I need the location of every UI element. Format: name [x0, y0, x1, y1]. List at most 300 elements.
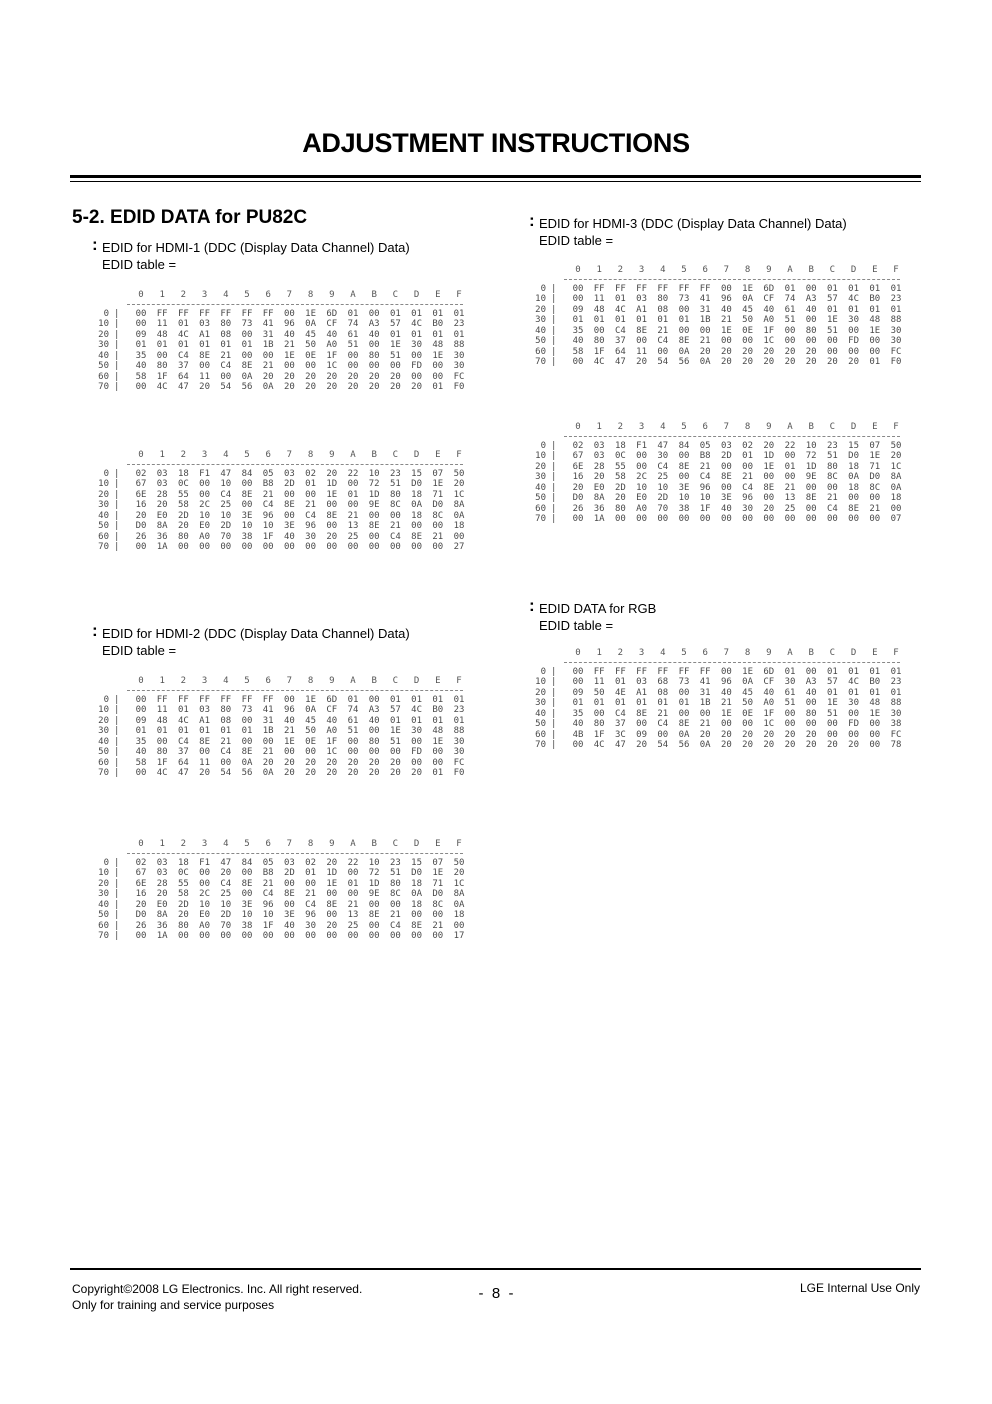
table-row — [532, 677, 900, 688]
hex-cell: 47 — [220, 857, 232, 868]
row-separator: | — [551, 440, 557, 451]
hdmi3-edid-table-2 — [532, 422, 900, 525]
hex-cell: 13 — [347, 910, 359, 920]
row-address: 70 — [98, 768, 109, 778]
hex-cell: 51 — [347, 726, 359, 736]
hex-cell: 74 — [347, 705, 359, 715]
hex-cell: 20 — [326, 768, 338, 778]
hex-cell: FF — [262, 694, 274, 705]
hex-cell: 00 — [326, 542, 338, 552]
hex-cell: 1E — [283, 350, 295, 361]
hex-cell: 00 — [135, 705, 147, 715]
row-separator: | — [114, 757, 120, 768]
hex-cell: A3 — [805, 677, 817, 687]
hex-cell: 26 — [572, 503, 584, 514]
hex-cell: 00 — [156, 736, 168, 747]
column-header: D — [850, 648, 857, 658]
hex-cell: 03 — [156, 857, 168, 868]
column-header: F — [893, 422, 899, 432]
hex-cell: 00 — [432, 361, 444, 371]
hex-cell: 0E — [742, 708, 754, 719]
hex-cell: 23 — [890, 294, 902, 304]
hex-cell: 40 — [135, 361, 147, 371]
column-header: F — [893, 648, 899, 658]
hex-cell: 20 — [262, 371, 274, 382]
hex-cell: 8A — [453, 889, 465, 899]
hex-cell: 71 — [869, 461, 881, 472]
hex-cell: 3E — [283, 910, 295, 920]
hex-cell: 8C — [432, 899, 444, 910]
hex-cell: 21 — [699, 336, 711, 346]
hex-cell: 16 — [572, 472, 584, 482]
hex-cell: 35 — [572, 325, 584, 336]
hex-cell: 17 — [453, 931, 465, 941]
hex-cell: 01 — [784, 283, 796, 294]
hex-cell: F1 — [199, 468, 211, 479]
column-header: C — [392, 290, 399, 300]
hex-cell: A3 — [368, 319, 380, 329]
hex-cell: 00 — [177, 542, 189, 552]
hex-cell: 8A — [593, 493, 605, 503]
hex-cell: 40 — [720, 304, 732, 315]
hex-cell: 01 — [826, 283, 838, 294]
row-address: 50 — [535, 336, 546, 346]
table-row — [95, 361, 463, 372]
hex-cell: 4C — [411, 705, 423, 715]
row-separator: | — [114, 715, 120, 726]
row-address: 60 — [535, 729, 546, 740]
hex-cell: 1A — [593, 514, 605, 524]
hex-cell: 20 — [326, 371, 338, 382]
hex-cell: 26 — [135, 531, 147, 542]
hex-cell: 25 — [657, 472, 669, 482]
hex-cell: 96 — [283, 705, 295, 715]
hex-cell: 47 — [220, 468, 232, 479]
table-row — [95, 521, 463, 532]
hex-cell: 3E — [241, 510, 253, 521]
hex-cell: 00 — [593, 325, 605, 336]
hex-cell: 01 — [890, 687, 902, 698]
hex-cell: 11 — [593, 294, 605, 304]
hex-cell: 20 — [742, 357, 754, 367]
header-divider — [564, 662, 900, 664]
row-separator: | — [551, 482, 557, 493]
header-divider — [564, 436, 900, 438]
hex-cell: 00 — [347, 747, 359, 757]
row-separator: | — [551, 336, 557, 346]
row-address: 50 — [535, 493, 546, 503]
row-address: 40 — [535, 325, 546, 336]
table-row — [532, 698, 900, 709]
hex-cell: 21 — [784, 482, 796, 493]
hex-cell: 20 — [742, 346, 754, 357]
hex-cell: 1F — [763, 325, 775, 336]
hex-cell: 80 — [805, 708, 817, 719]
hex-cell: 37 — [614, 719, 626, 729]
hex-cell: 20 — [848, 357, 860, 367]
hdmi2-label: EDID for HDMI-2 (DDC (Display Data Channel) Data) — [102, 626, 410, 641]
hex-cell: 20 — [763, 729, 775, 740]
hex-cell: 01 — [347, 694, 359, 705]
hex-cell: 20 — [177, 910, 189, 920]
hex-cell: FF — [177, 694, 189, 705]
hex-cell: CF — [763, 294, 775, 304]
hex-cell: 21 — [220, 736, 232, 747]
hex-cell: 31 — [262, 715, 274, 726]
table-row — [95, 469, 463, 480]
hex-cell: 00 — [636, 461, 648, 472]
hex-cell: 1D — [368, 489, 380, 500]
hex-cell: E0 — [593, 482, 605, 493]
column-header: C — [829, 265, 836, 275]
hex-cell: 20 — [389, 757, 401, 768]
hex-cell: FC — [890, 729, 902, 740]
hex-cell: F1 — [199, 857, 211, 868]
hex-cell: 00 — [699, 325, 711, 336]
hex-cell: 51 — [784, 698, 796, 708]
column-header: 9 — [766, 648, 772, 658]
table-row — [95, 889, 463, 900]
hex-cell: 20 — [283, 371, 295, 382]
hex-cell: 54 — [220, 768, 232, 778]
hex-cell: 00 — [699, 514, 711, 524]
table-row — [532, 667, 900, 678]
hex-cell: 27 — [453, 542, 465, 552]
hex-cell: 00 — [805, 666, 817, 677]
hex-cell: 50 — [890, 440, 902, 451]
hex-cell: 48 — [869, 698, 881, 708]
hex-cell: 88 — [453, 726, 465, 736]
hex-cell: 9E — [368, 500, 380, 510]
hex-cell: 26 — [135, 920, 147, 931]
hex-cell: 1F — [593, 729, 605, 740]
hex-cell: 00 — [784, 708, 796, 719]
hex-cell: 01 — [890, 666, 902, 677]
column-header: 2 — [617, 265, 624, 275]
hex-cell: 1E — [869, 451, 881, 461]
hex-cell: 01 — [593, 315, 605, 325]
hex-cell: 1E — [432, 736, 444, 747]
hex-cell: 00 — [199, 747, 211, 757]
hex-cell: 00 — [368, 899, 380, 910]
column-header: A — [787, 265, 793, 275]
hex-cell: 30 — [305, 920, 317, 931]
hex-cell: 40 — [368, 715, 380, 726]
hex-cell: 01 — [826, 304, 838, 315]
hex-cell: 01 — [657, 698, 669, 708]
hex-cell: 2D — [614, 482, 626, 493]
column-header: D — [850, 422, 857, 432]
hex-cell: 01 — [848, 283, 860, 294]
hex-cell: 20 — [699, 346, 711, 357]
table-row — [532, 284, 900, 295]
hex-cell: 00 — [805, 482, 817, 493]
row-separator: | — [114, 878, 120, 889]
column-header: E — [435, 676, 441, 686]
hex-cell: 20 — [411, 768, 423, 778]
hex-cell: 00 — [262, 931, 274, 941]
hex-cell: A0 — [326, 726, 338, 736]
hex-cell: 00 — [763, 493, 775, 503]
hex-cell: 1E — [869, 325, 881, 336]
hex-cell: 01 — [869, 666, 881, 677]
hex-cell: 20 — [177, 521, 189, 531]
hex-cell: 00 — [826, 514, 838, 524]
hex-cell: 00 — [283, 931, 295, 941]
hex-cell: 20 — [389, 371, 401, 382]
hex-cell: 8E — [199, 350, 211, 361]
hex-cell: 1A — [156, 931, 168, 941]
row-address: 0 — [540, 440, 546, 451]
hex-cell: 4C — [177, 329, 189, 340]
column-header: F — [456, 839, 462, 849]
hex-cell: 51 — [826, 325, 838, 336]
hex-cell: 01 — [453, 694, 465, 705]
column-header: 1 — [596, 648, 602, 658]
hex-cell: 00 — [241, 542, 253, 552]
hex-cell: 50 — [593, 687, 605, 698]
hex-cell: 01 — [614, 315, 626, 325]
hex-cell: 01 — [389, 715, 401, 726]
column-header: 2 — [180, 290, 187, 300]
hex-cell: 21 — [657, 708, 669, 719]
hex-cell: 30 — [784, 677, 796, 687]
hex-cell: 40 — [763, 304, 775, 315]
hex-cell: 30 — [411, 340, 423, 350]
column-header: 2 — [180, 450, 187, 460]
hex-cell: 03 — [199, 705, 211, 715]
row-address: 30 — [535, 698, 546, 708]
hex-cell: 0A — [305, 705, 317, 715]
hex-cell: 20 — [826, 740, 838, 750]
hex-cell: 01 — [572, 315, 584, 325]
table-row — [95, 309, 463, 320]
hex-cell: 00 — [805, 514, 817, 524]
hex-cell: 8E — [636, 708, 648, 719]
hex-cell: 38 — [678, 503, 690, 514]
hex-cell: 4C — [156, 382, 168, 392]
row-address: 70 — [535, 357, 546, 367]
column-header: E — [435, 450, 441, 460]
hex-cell: FF — [657, 666, 669, 677]
column-header: 7 — [286, 290, 293, 300]
hex-cell: C4 — [262, 500, 274, 510]
hex-cell: 10 — [699, 493, 711, 503]
column-header: 3 — [201, 676, 208, 686]
hex-cell: 56 — [241, 382, 253, 392]
hex-cell: 00 — [326, 889, 338, 899]
hex-cell: 20 — [156, 500, 168, 510]
row-address: 30 — [535, 472, 546, 482]
hex-cell: 01 — [389, 329, 401, 340]
row-separator: | — [551, 461, 557, 472]
column-header: 3 — [201, 290, 208, 300]
hex-cell: 2D — [177, 510, 189, 521]
header-divider — [127, 853, 463, 855]
row-separator: | — [114, 889, 120, 899]
hex-cell: C4 — [389, 920, 401, 931]
hex-cell: 41 — [262, 705, 274, 715]
column-header: 8 — [744, 265, 751, 275]
hex-cell: 01 — [347, 489, 359, 500]
table-row — [95, 868, 463, 879]
hex-cell: 01 — [220, 726, 232, 736]
hex-cell: 00 — [742, 461, 754, 472]
hex-cell: 48 — [593, 304, 605, 315]
hex-cell: 00 — [262, 542, 274, 552]
hex-cell: 80 — [368, 736, 380, 747]
row-separator: | — [114, 726, 120, 736]
row-address: 10 — [98, 705, 109, 715]
hex-cell: 20 — [805, 357, 817, 367]
hex-cell: 03 — [156, 468, 168, 479]
column-header: 9 — [766, 265, 772, 275]
table-row — [95, 511, 463, 522]
hex-cell: 47 — [177, 382, 189, 392]
hex-cell: 3E — [241, 899, 253, 910]
row-address: 20 — [535, 687, 546, 698]
hex-cell: 00 — [347, 889, 359, 899]
hex-cell: 00 — [784, 472, 796, 482]
hex-cell: 00 — [614, 514, 626, 524]
hex-cell: 01 — [869, 304, 881, 315]
hex-cell: 20 — [326, 757, 338, 768]
hex-cell: FF — [177, 308, 189, 319]
hex-cell: 1C — [890, 461, 902, 472]
column-header: D — [850, 265, 857, 275]
hex-cell: 10 — [678, 493, 690, 503]
hex-cell: 21 — [389, 521, 401, 531]
hex-cell: C4 — [220, 878, 232, 889]
hex-cell: 00 — [848, 514, 860, 524]
table-row — [95, 479, 463, 490]
row-address: 20 — [98, 715, 109, 726]
row-separator: | — [114, 736, 120, 747]
hex-cell: 4C — [411, 319, 423, 329]
hex-cell: 01 — [432, 329, 444, 340]
hex-cell: 20 — [572, 482, 584, 493]
hex-cell: 80 — [156, 361, 168, 371]
hex-cell: 61 — [784, 687, 796, 698]
footer-rule — [70, 1268, 921, 1270]
hex-cell: 02 — [742, 440, 754, 451]
column-header: C — [392, 450, 399, 460]
hex-cell: 1D — [368, 878, 380, 889]
hex-cell: 64 — [614, 346, 626, 357]
hex-cell: 8E — [411, 531, 423, 542]
hex-cell: 20 — [593, 472, 605, 482]
hex-cell: 30 — [742, 503, 754, 514]
row-address: 0 — [540, 283, 546, 294]
column-header: 2 — [617, 648, 624, 658]
hex-cell: 00 — [347, 500, 359, 510]
hex-cell: 00 — [784, 325, 796, 336]
column-header: B — [808, 265, 814, 275]
hex-cell: D0 — [135, 521, 147, 531]
hex-cell: 1E — [742, 283, 754, 294]
hex-cell: 8E — [805, 493, 817, 503]
row-address: 10 — [98, 868, 109, 878]
row-separator: | — [114, 521, 120, 531]
table-row — [532, 294, 900, 305]
hex-cell: 57 — [389, 705, 401, 715]
hex-cell: 1E — [432, 479, 444, 489]
hex-cell: 00 — [411, 931, 423, 941]
hex-cell: 01 — [156, 726, 168, 736]
hex-cell: 61 — [784, 304, 796, 315]
table-row — [95, 737, 463, 748]
hex-cell: 00 — [411, 757, 423, 768]
hex-cell: 25 — [347, 920, 359, 931]
hex-cell: F0 — [890, 357, 902, 367]
hex-cell: 20 — [636, 740, 648, 750]
table-row — [532, 730, 900, 741]
hex-cell: 01 — [347, 878, 359, 889]
hex-cell: 50 — [305, 340, 317, 350]
hex-cell: B0 — [869, 294, 881, 304]
hex-cell: 09 — [636, 729, 648, 740]
hex-cell: 01 — [389, 694, 401, 705]
hex-cell: 00 — [220, 371, 232, 382]
hex-cell: 07 — [890, 514, 902, 524]
hex-cell: 01 — [614, 294, 626, 304]
hex-cell: 01 — [432, 308, 444, 319]
row-separator: | — [551, 687, 557, 698]
hex-cell: 9E — [805, 472, 817, 482]
hex-cell: 23 — [389, 857, 401, 868]
hex-cell: 00 — [572, 666, 584, 677]
hex-cell: A1 — [199, 329, 211, 340]
hex-cell: 4E — [614, 687, 626, 698]
hex-cell: D0 — [135, 910, 147, 920]
hex-cell: 00 — [826, 346, 838, 357]
row-separator: | — [114, 500, 120, 510]
hex-cell: 20 — [305, 371, 317, 382]
column-header: A — [350, 290, 356, 300]
hex-cell: 20 — [199, 382, 211, 392]
column-header: D — [413, 290, 420, 300]
hex-cell: 20 — [890, 451, 902, 461]
hex-cell: 20 — [135, 899, 147, 910]
hex-cell: 0A — [262, 382, 274, 392]
hex-cell: 0A — [453, 510, 465, 521]
hex-cell: 00 — [657, 514, 669, 524]
hex-cell: 05 — [262, 468, 274, 479]
hex-cell: 20 — [326, 382, 338, 392]
hex-cell: 00 — [636, 514, 648, 524]
row-separator: | — [114, 350, 120, 361]
hex-cell: 8C — [826, 472, 838, 482]
hex-cell: 10 — [805, 440, 817, 451]
hex-cell: 3E — [678, 482, 690, 493]
hex-cell: 47 — [614, 740, 626, 750]
hex-cell: 40 — [720, 687, 732, 698]
table-row — [95, 768, 463, 779]
row-address: 40 — [98, 350, 109, 361]
hex-cell: FF — [614, 283, 626, 294]
hex-cell: 50 — [453, 857, 465, 868]
hex-cell: 96 — [720, 677, 732, 687]
hex-cell: 8A — [156, 521, 168, 531]
hex-cell: 73 — [241, 319, 253, 329]
hex-cell: 01 — [453, 329, 465, 340]
hex-cell: 00 — [432, 757, 444, 768]
column-header: E — [435, 290, 441, 300]
hex-cell: 00 — [389, 899, 401, 910]
hex-cell: 00 — [389, 747, 401, 757]
hex-cell: 8E — [283, 889, 295, 899]
hex-cell: 00 — [305, 878, 317, 889]
